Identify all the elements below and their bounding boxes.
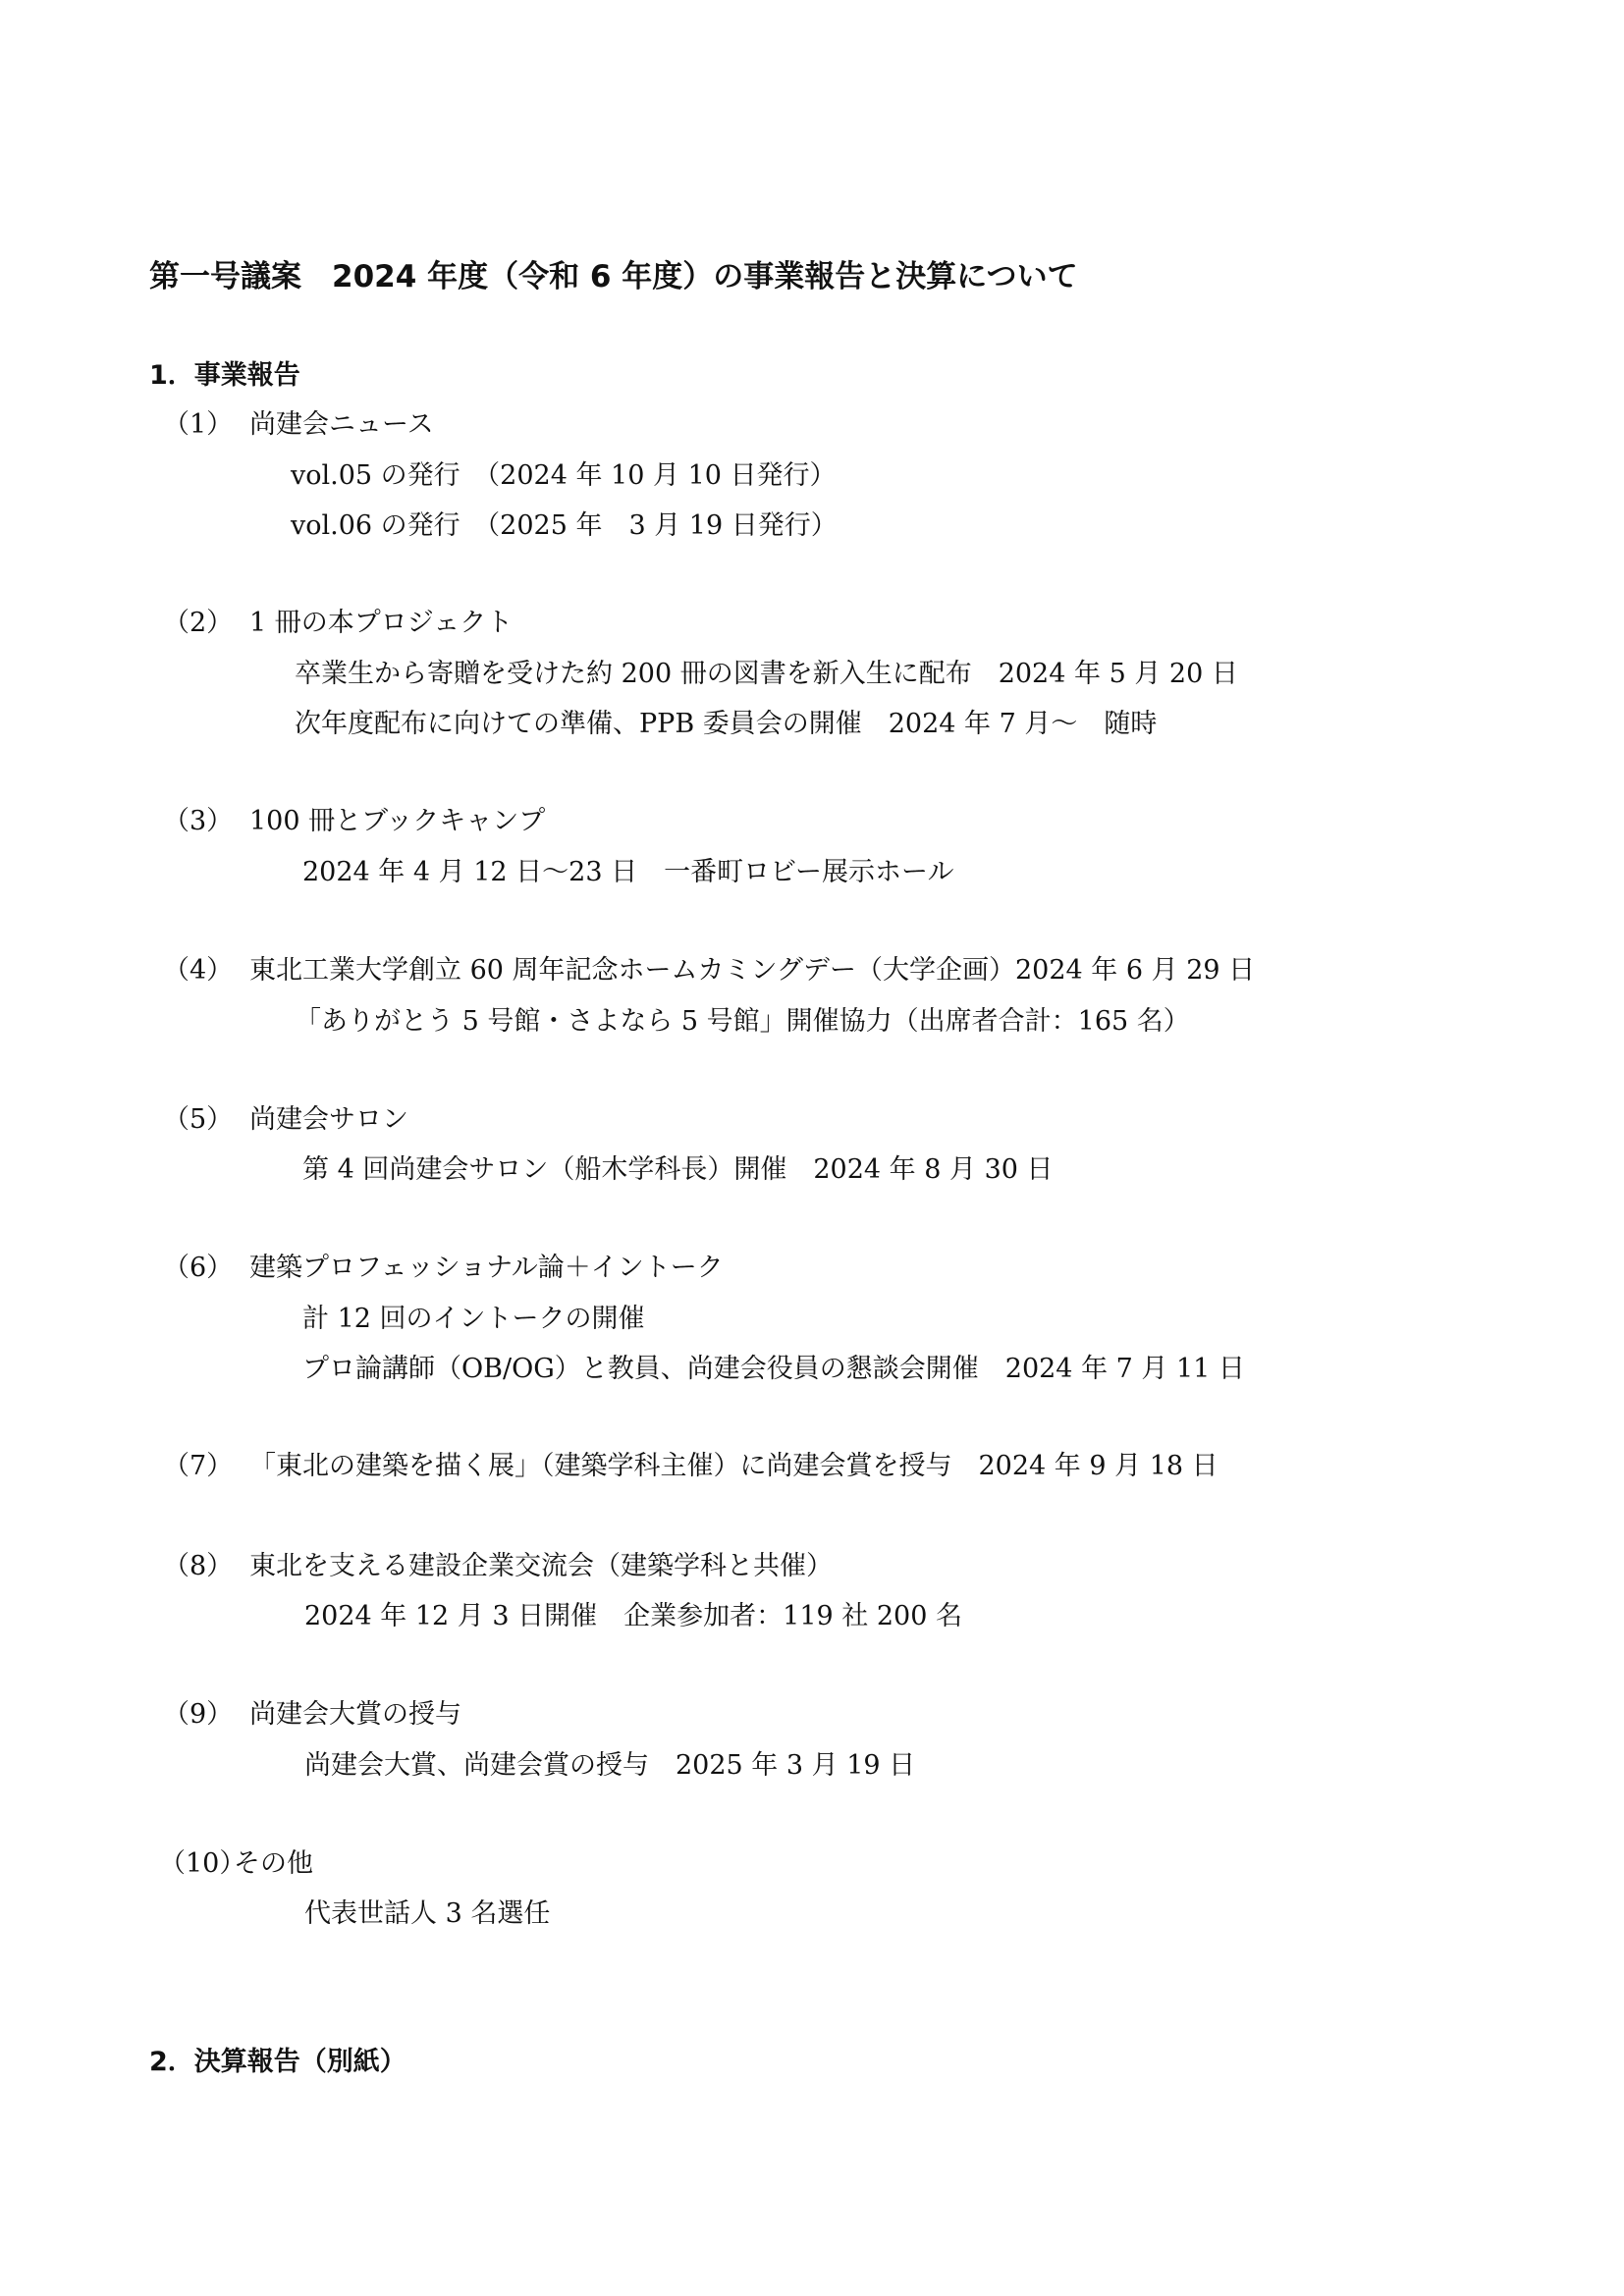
section-heading-business-report: 1．事業報告	[149, 360, 300, 391]
item-number: （7）	[163, 1451, 234, 1481]
item-number: （4）	[163, 955, 234, 986]
list-item-9-heading	[163, 1692, 461, 1731]
item-title: 尚建会サロン	[249, 1104, 408, 1135]
item-number: （6）	[163, 1253, 234, 1283]
list-item-4-heading	[163, 948, 1255, 987]
list-item-2-heading	[163, 601, 513, 639]
list-item-9-detail-1: 尚建会大賞、尚建会賞の授与 2025 年 3 月 19 日	[304, 1750, 916, 1781]
list-item-6-detail-1: 計 12 回のイントークの開催	[302, 1304, 645, 1334]
list-item-3-detail-1: 2024 年 4 月 12 日～23 日 一番町ロビー展示ホール	[302, 857, 954, 887]
list-item-1-detail-1: vol.05 の発行 （2024 年 10 月 10 日発行）	[291, 460, 837, 491]
document-title: 第一号議案 2024 年度（令和 6 年度）の事業報告と決算について	[149, 259, 1078, 294]
list-item-4-detail-1: 「ありがとう 5 号館・さよなら 5 号館」開催協力（出席者合計：165 名）	[295, 1006, 1190, 1037]
list-item-1-detail-2: vol.06 の発行 （2025 年 3 月 19 日発行）	[291, 510, 838, 541]
list-item-8-detail-1: 2024 年 12 月 3 日開催 企業参加者：119 社 200 名	[304, 1601, 962, 1631]
item-title: 1 冊の本プロジェクト	[249, 608, 514, 638]
item-title: その他	[234, 1848, 313, 1879]
item-number: （5）	[163, 1104, 234, 1135]
item-title: 100 冊とブックキャンプ	[249, 806, 546, 836]
item-title: 「東北の建築を描く展」（建築学科主催）に尚建会賞を授与 2024 年 9 月 18 日	[249, 1451, 1218, 1481]
list-item-5-detail-1: 第 4 回尚建会サロン（船木学科長）開催 2024 年 8 月 30 日	[302, 1154, 1054, 1185]
item-number: （3）	[163, 806, 234, 836]
item-number: （8）	[163, 1551, 234, 1581]
item-title: 東北を支える建設企業交流会（建築学科と共催）	[249, 1551, 833, 1581]
list-item-10-heading	[159, 1842, 313, 1880]
list-item-3-heading	[163, 799, 545, 837]
list-item-7-heading	[163, 1444, 1218, 1482]
list-item-2-detail-1: 卒業生から寄贈を受けた約 200 冊の図書を新入生に配布 2024 年 5 月 20 日	[295, 659, 1238, 689]
list-item-1-heading	[163, 402, 434, 441]
list-item-6-detail-2: プロ論講師（OB/OG）と教員、尚建会役員の懇談会開催 2024 年 7 月 11 日	[302, 1354, 1245, 1384]
list-item-2-detail-2: 次年度配布に向けての準備、PPB 委員会の開催 2024 年 7 月～ 随時	[295, 709, 1158, 739]
item-title: 尚建会ニュース	[249, 409, 434, 440]
item-number: （2）	[163, 608, 234, 638]
item-number: （10）	[159, 1848, 246, 1879]
list-item-8-heading	[163, 1544, 833, 1582]
item-title: 東北工業大学創立 60 周年記念ホームカミングデー（大学企画）2024 年 6 月 29 日	[249, 955, 1256, 986]
item-number: （1）	[163, 409, 234, 440]
list-item-5-heading	[163, 1097, 408, 1136]
section-heading-financial-report: 2．決算報告（別紙）	[149, 2047, 406, 2077]
item-title: 尚建会大賞の授与	[249, 1699, 461, 1730]
list-item-6-heading	[163, 1246, 724, 1284]
list-item-10-detail-1: 代表世話人 3 名選任	[304, 1898, 551, 1929]
item-title: 建築プロフェッショナル論＋イントーク	[249, 1253, 724, 1283]
item-number: （9）	[163, 1699, 234, 1730]
